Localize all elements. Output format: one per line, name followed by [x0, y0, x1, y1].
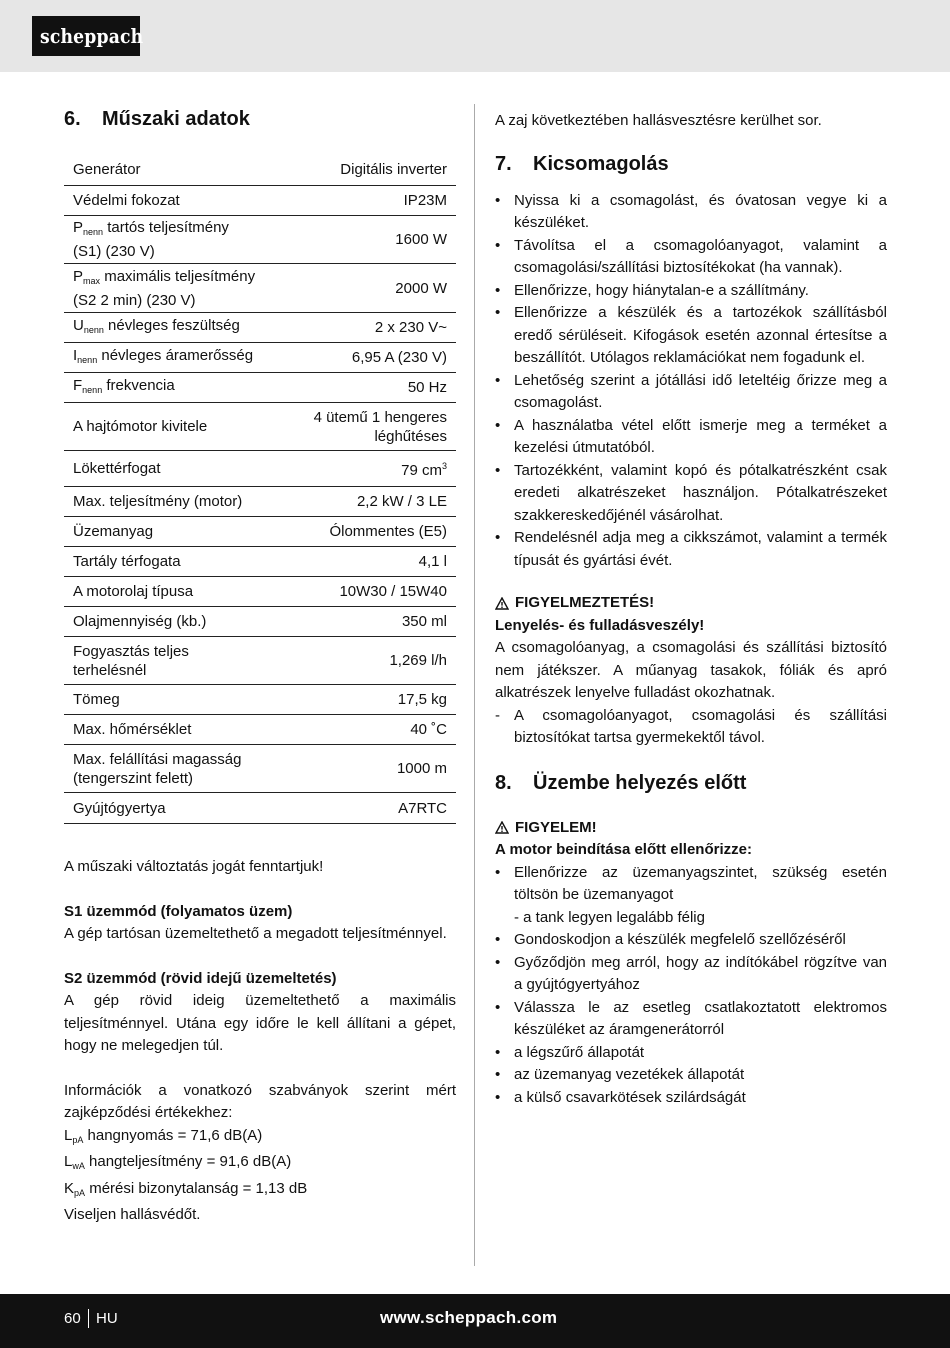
spec-value: 2000 W — [395, 279, 447, 297]
spec-row — [64, 450, 456, 486]
spec-row — [64, 263, 456, 312]
spec-label: Gyújtógyertya — [73, 799, 166, 817]
list-item: • Nyissa ki a csomagolást, és óvatosan vegye ki a készüléket. — [495, 190, 887, 235]
list-item: • Győződjön meg arról, hogy az indítókábel rögzítve van a gyújtógyertyához — [495, 952, 887, 997]
spec-row — [64, 486, 456, 516]
list-item: • Válassza le az esetleg csatlakoztatott elektromos készüléket az áramgenerátorról — [495, 997, 887, 1042]
spec-label: $P_{nenn}$ tartós teljesítmény (S1) (230 V) — [73, 219, 229, 260]
spec-row — [64, 792, 456, 824]
spec-value: 4 ütemű 1 hengeres léghűtéses — [313, 408, 447, 445]
spec-value: 4,1 l — [418, 553, 447, 570]
spec-value: 2 x 230 V~ — [374, 319, 447, 336]
list-item: • Távolítsa el a csomagolóanyagot, valamint a csomagolási/szállítási biztosítékokat (ha vannak). — [495, 235, 887, 280]
spec-row — [64, 546, 456, 576]
spec-row — [64, 744, 456, 792]
spec-row — [64, 372, 456, 402]
right-column — [495, 104, 887, 1109]
spec-row — [64, 636, 456, 684]
lwa-value: $L_{wA}$ hangteljesítmény = 91,6 dB(A) — [64, 1153, 292, 1171]
spec-row — [64, 185, 456, 215]
warning-1-text: A csomagolóanyag, a csomagolási és szállítási biztosító nem játékszer. A műanyag tasakok, fóliák és apró alkatrészek lenyelve fulladást okozhatnak. — [495, 639, 887, 701]
spec-row — [64, 606, 456, 636]
spec-label: $F_{nenn}$ frekvencia — [73, 376, 175, 395]
spec-row — [64, 402, 456, 450]
s1-text: A gép tartósan üzemeltethető a megadott teljesítménnyel. — [64, 925, 447, 942]
spec-row — [64, 154, 456, 185]
list-item: • Ellenőrizze, hogy hiánytalan-e a szállítmány. — [495, 280, 887, 303]
spec-row — [64, 215, 456, 263]
spec-row — [64, 312, 456, 342]
section-8-heading: 8. Üzembe helyezés előtt — [495, 771, 747, 794]
spec-label: Max. teljesítmény (motor) — [73, 493, 243, 510]
spec-value: 1,269 l/h — [389, 652, 447, 669]
pre-start-checklist — [495, 862, 887, 1110]
list-item: • Ellenőrizze az üzemanyagszintet, szükség esetén töltsön be üzemanyagot - a tank legyen legalább félig — [495, 862, 887, 930]
spec-value: Digitális inverter — [340, 161, 447, 178]
s1-title: S1 üzemmód (folyamatos üzem) — [64, 902, 293, 920]
spec-label: Védelmi fokozat — [73, 192, 180, 209]
warning-1-subtitle: Lenyelés- és fulladásveszély! — [495, 616, 705, 634]
technical-note: A műszaki változtatás jogát fenntartjuk! — [64, 858, 324, 875]
spec-label: A hajtómotor kivitele — [73, 418, 208, 435]
spec-value: 350 ml — [401, 613, 447, 630]
list-item: • Ellenőrizze a készülék és a tartozékok szállításból eredő sérüléseit. Kifogások esetén azonnal értesítse a beszállítót. Utólagos reklamációkat nem fogadunk el. — [495, 302, 887, 370]
section-6-heading: 6. Műszaki adatok — [64, 108, 250, 130]
spec-label: $U_{nenn}$ névleges feszültség — [73, 316, 240, 335]
list-item: • Tartozékként, valamint kopó és pótalkatrészként csak eredeti alkatrészeket használjon. Pótalkatrészeket szakkereskedőjénél vásárolhat. — [495, 460, 887, 528]
footer-separator — [88, 1309, 89, 1328]
spec-label: Tömeg — [73, 691, 120, 708]
ear-protection-note: Viseljen hallásvédőt. — [64, 1206, 201, 1223]
spec-value: 2,2 kW / 3 LE — [356, 493, 447, 510]
footer-bar — [0, 1294, 950, 1348]
spec-label: Max. hőmérséklet — [73, 721, 192, 738]
list-item: • A használatba vétel előtt ismerje meg a terméket a kezelési útmutatóból. — [495, 415, 887, 460]
unpacking-list — [495, 190, 887, 573]
page-number: 60 — [64, 1310, 81, 1327]
scheppach-logo: scheppach — [32, 16, 140, 56]
s2-text: A gép rövid ideig üzemeltethető a maximális teljesítménnyel. Utána egy időre le kell állítani a gépet, hogy ne melegedjen túl. — [64, 992, 456, 1054]
warning-triangle-icon — [495, 821, 509, 834]
spec-value: 40 ˚C — [410, 721, 447, 738]
lpa-value: $L_{pA}$ hangnyomás = 71,6 dB(A) — [64, 1126, 263, 1145]
warning-1-dash-item: - A csomagolóanyagot, csomagolási és szállítási biztosítókat tartsa gyermekektől távol. — [495, 705, 887, 750]
list-item: • a légszűrő állapotát — [495, 1042, 887, 1065]
warning-2: FIGYELEM! — [495, 817, 887, 840]
spec-label: $I_{nenn}$ névleges áramerősség — [73, 346, 254, 365]
spec-label: A motorolaj típusa — [73, 583, 194, 600]
spec-value: 6,95 A (230 V) — [351, 349, 447, 366]
spec-row — [64, 342, 456, 372]
spec-label: Max. felállítási magasság (tengerszint felett) — [73, 750, 242, 787]
list-item: • Rendelésnél adja meg a cikkszámot, valamint a termék típusát és gyártási évét. — [495, 527, 887, 572]
spec-value: 1600 W — [395, 231, 447, 248]
warning-2-subtitle: A motor beindítása előtt ellenőrizze: — [495, 841, 752, 858]
left-column — [64, 104, 456, 1227]
kpa-value: $K_{pA}$ mérési bizonytalanság = 1,13 dB — [64, 1179, 308, 1198]
spec-value: 17,5 kg — [397, 691, 447, 708]
warning-triangle-icon — [495, 597, 509, 610]
spec-value: 1000 m — [396, 760, 447, 777]
language-code: HU — [96, 1310, 118, 1327]
spec-value: 79 $cm^3$ — [401, 461, 447, 479]
spec-value: IP23M — [403, 192, 447, 209]
noise-intro: Információk a vonatkozó szabványok szerint mért zajképződési értékekhez: — [64, 1081, 456, 1121]
header-bar — [0, 0, 950, 72]
spec-label: Fogyasztás teljes terhelésnél — [73, 642, 189, 679]
website-url: www.scheppach.com — [380, 1308, 558, 1327]
spec-label: $P_{max}$ maximális teljesítmény (S2 2 min) (230 V) — [73, 267, 256, 309]
spec-label: Olajmennyiség (kb.) — [73, 613, 207, 630]
spec-row — [64, 576, 456, 606]
list-item: • az üzemanyag vezetékek állapotát — [495, 1064, 887, 1087]
spec-label: Generátor — [73, 161, 141, 178]
column-divider — [474, 104, 475, 1266]
spec-label: Tartály térfogata — [73, 553, 181, 570]
spec-row — [64, 684, 456, 714]
list-item: • Lehetőség szerint a jótállási idő leteltéig őrizze meg a csomagolást. — [495, 370, 887, 415]
spec-value: A7RTC — [398, 799, 447, 817]
noise-warning: A zaj következtében hallásvesztésre kerülhet sor. — [495, 112, 822, 129]
spec-value: 10W30 / 15W40 — [339, 583, 447, 600]
spec-table — [64, 154, 456, 824]
spec-label: Üzemanyag — [73, 523, 154, 540]
spec-row — [64, 516, 456, 546]
warning-1: FIGYELMEZTETÉS! — [495, 592, 887, 615]
spec-label: Lökettérfogat — [73, 460, 161, 477]
spec-value: 50 Hz — [407, 379, 447, 396]
list-item: • a külső csavarkötések szilárdságát — [495, 1087, 887, 1110]
spec-value: Ólommentes (E5) — [329, 523, 447, 540]
section-7-heading: 7. Kicsomagolás — [495, 152, 669, 175]
list-item: • Gondoskodjon a készülék megfelelő szellőzéséről — [495, 929, 887, 952]
s2-title: S2 üzemmód (rövid idejű üzemeltetés) — [64, 969, 337, 987]
spec-row — [64, 714, 456, 744]
